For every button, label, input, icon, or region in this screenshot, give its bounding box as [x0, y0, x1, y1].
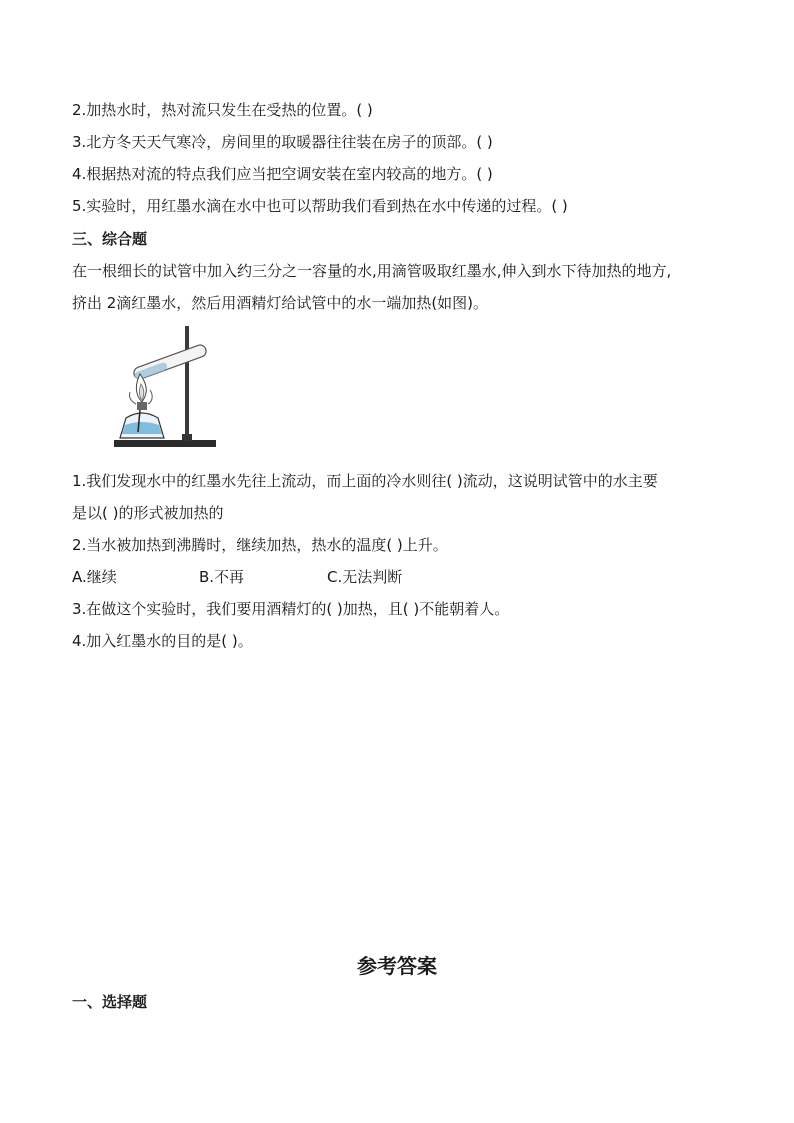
comprehensive-question-3: 3.在做这个实验时，我们要用酒精灯的( )加热，且( )不能朝着人。 — [72, 600, 510, 618]
test-tube-heating-figure — [110, 322, 220, 452]
stand-base — [114, 440, 216, 447]
comprehensive-question-1-line-1: 1.我们发现水中的红墨水先往上流动，而上面的冷水则往( )流动，这说明试管中的水主要 — [72, 472, 658, 490]
judgement-question-2: 2.加热水时，热对流只发生在受热的位置。( ) — [72, 101, 373, 119]
flame-side-2 — [148, 390, 152, 404]
comprehensive-question-2: 2.当水被加热到沸腾时，继续加热，热水的温度( )上升。 — [72, 536, 448, 554]
flame-side — [129, 392, 136, 404]
section-intro-line-2: 挤出 2滴红墨水，然后用酒精灯给试管中的水一端加热(如图)。 — [72, 294, 489, 312]
judgement-question-3: 3.北方冬天天气寒冷，房间里的取暖器往往装在房子的顶部。( ) — [72, 133, 493, 151]
option-a: A.继续 — [72, 568, 117, 586]
answer-section-choice: 一、选择题 — [72, 993, 148, 1011]
comprehensive-question-4: 4.加入红墨水的目的是( )。 — [72, 632, 253, 650]
lamp-wick-holder — [137, 402, 147, 410]
section-heading-comprehensive: 三、综合题 — [72, 230, 148, 248]
stand-pole — [185, 326, 189, 436]
judgement-question-4: 4.根据热对流的特点我们应当把空调安装在室内较高的地方。( ) — [72, 165, 493, 183]
comprehensive-question-1-line-2: 是以( )的形式被加热的 — [72, 504, 224, 522]
option-b: B.不再 — [199, 568, 245, 586]
judgement-question-5: 5.实验时，用红墨水滴在水中也可以帮助我们看到热在水中传递的过程。( ) — [72, 197, 568, 215]
option-c: C.无法判断 — [327, 568, 403, 586]
section-intro-line-1: 在一根细长的试管中加入约三分之一容量的水,用滴管吸取红墨水,伸入到水下待加热的地方, — [72, 262, 672, 280]
answer-key-title: 参考答案 — [357, 954, 437, 978]
